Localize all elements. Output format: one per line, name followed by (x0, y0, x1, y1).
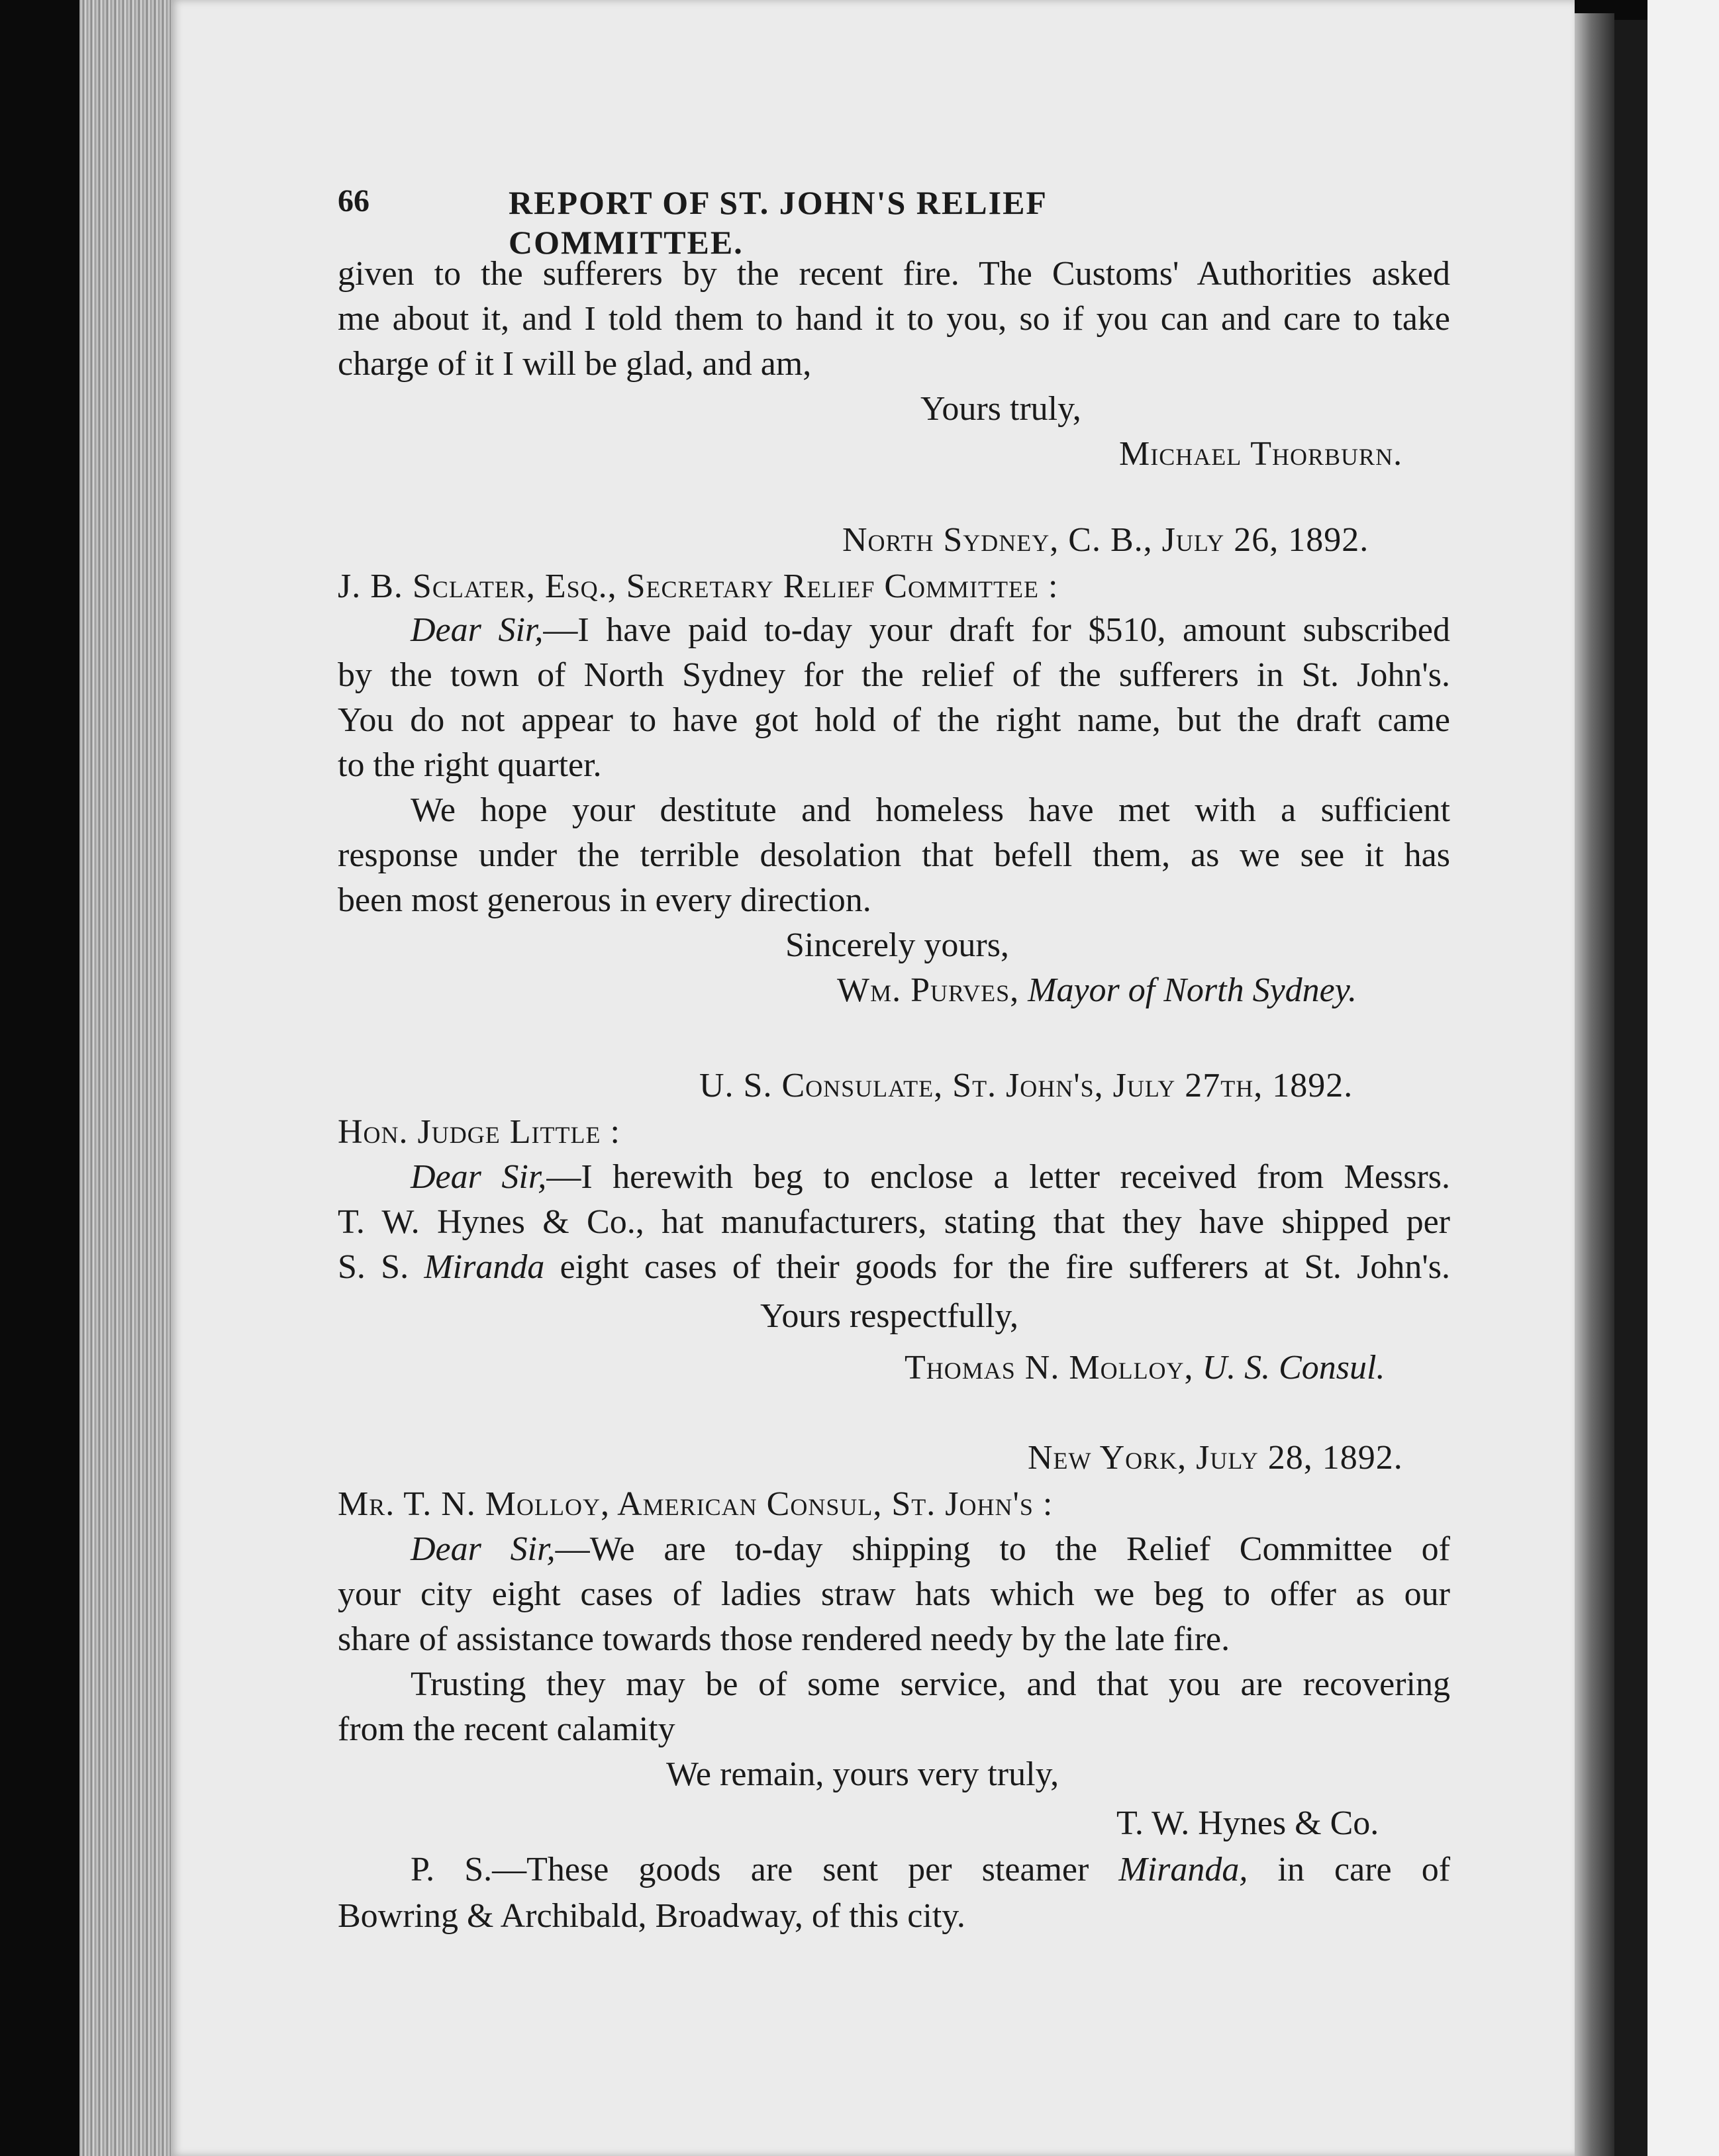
letter2-closing: Sincerely yours, (785, 926, 1009, 964)
letter3-line3-suffix: eight cases of their goods for the fire sufferers at St. John's. (544, 1248, 1450, 1286)
letter4-postscript-line-2: Bowring & Archibald, Broadway, of this city. (338, 1897, 965, 1935)
page-number: 66 (338, 183, 369, 219)
letter4-para1-first (411, 1530, 1450, 1569)
letter2-dateline: North Sydney, C. B., July 26, 1892. (842, 521, 1369, 559)
letter4-dateline: New York, July 28, 1892. (1028, 1439, 1403, 1477)
letter2-addressee: J. B. Sclater, Esq., Secretary Relief Committee : (338, 567, 1059, 605)
letter4-para1-first-text: —We are to-day shipping to the Relief Committee of (555, 1530, 1450, 1568)
letter1-line-1: given to the sufferers by the recent fire. The Customs' Authorities asked (338, 255, 1450, 293)
adjacent-page-sliver (1647, 0, 1719, 2156)
book-gutter-shadow (1575, 13, 1614, 2156)
letter1-signature: Michael Thorburn. (1119, 435, 1403, 473)
book-page-edges (79, 0, 172, 2156)
letter3-ship-name: Miranda (424, 1248, 545, 1286)
letter2-para2-line-2: response under the terrible desolation that befell them, as we see it has (338, 836, 1450, 874)
letter3-para1-line-2: T. W. Hynes & Co., hat manufacturers, stating that they have shipped per (338, 1203, 1450, 1241)
letter4-para2-line-2: from the recent calamity (338, 1710, 675, 1748)
letter2-para2-line-3: been most generous in every direction. (338, 881, 871, 919)
letter2-para1-line-4: to the right quarter. (338, 746, 602, 784)
letter1-closing: Yours truly, (920, 390, 1081, 428)
letter1-line-3: charge of it I will be glad, and am, (338, 345, 812, 383)
letter4-para1-line-3: share of assistance towards those rendered needy by the late fire. (338, 1620, 1230, 1658)
running-title: REPORT OF ST. JOHN'S RELIEF COMMITTEE. (509, 184, 1047, 261)
letter2-signature-title: Mayor of North Sydney. (1028, 971, 1357, 1009)
letter3-signature-name: Thomas N. Molloy, (905, 1349, 1194, 1387)
letter3-signature-title: U. S. Consul. (1202, 1349, 1385, 1387)
letter2-signature (837, 971, 1357, 1010)
letter3-signature (905, 1348, 1385, 1388)
letter3-dateline: U. S. Consulate, St. John's, July 27th, 1892. (699, 1067, 1353, 1104)
letter3-line3-prefix: S. S. (338, 1248, 424, 1286)
letter3-para1-line-3 (338, 1248, 1450, 1287)
letter2-para1-line-3: You do not appear to have got hold of the right name, but the draft came (338, 701, 1450, 739)
letter3-para1-first-text: —I herewith beg to enclose a letter received from Messrs. (546, 1158, 1450, 1196)
letter4-closing: We remain, yours very truly, (666, 1755, 1059, 1793)
letter2-para1-first (411, 611, 1450, 650)
letter2-salutation: Dear Sir, (411, 611, 544, 649)
scan-left-margin (0, 0, 79, 2156)
postscript-suffix: in care of (1248, 1851, 1451, 1888)
letter2-para1-line-2: by the town of North Sydney for the relief of the sufferers in St. John's. (338, 656, 1450, 694)
letter4-para2-line-1: Trusting they may be of some service, and that you are recovering (411, 1665, 1450, 1703)
letter4-signature: T. W. Hynes & Co. (1116, 1804, 1379, 1842)
letter1-line-2: me about it, and I told them to hand it to you, so if you can and care to take (338, 300, 1450, 338)
letter2-para1-first-text: —I have paid to-day your draft for $510, amount subscribed (543, 611, 1451, 649)
scan-right-margin (1614, 20, 1647, 2156)
postscript-prefix: P. S.—These goods are sent per steamer (411, 1851, 1119, 1888)
letter4-salutation: Dear Sir, (411, 1530, 556, 1568)
letter3-para1-first (411, 1157, 1450, 1197)
postscript-ship-name: Miranda, (1118, 1851, 1248, 1888)
letter4-para1-line-2: your city eight cases of ladies straw hats which we beg to offer as our (338, 1575, 1450, 1613)
letter3-addressee: Hon. Judge Little : (338, 1113, 620, 1151)
letter2-signature-name: Wm. Purves, (837, 971, 1020, 1009)
letter2-para2-line-1: We hope your destitute and homeless have met with a sufficient (411, 791, 1450, 829)
letter3-closing: Yours respectfully, (760, 1297, 1018, 1335)
letter4-addressee: Mr. T. N. Molloy, American Consul, St. John's : (338, 1485, 1054, 1523)
letter3-salutation: Dear Sir, (411, 1158, 547, 1196)
letter4-postscript-line-1 (411, 1850, 1450, 1890)
